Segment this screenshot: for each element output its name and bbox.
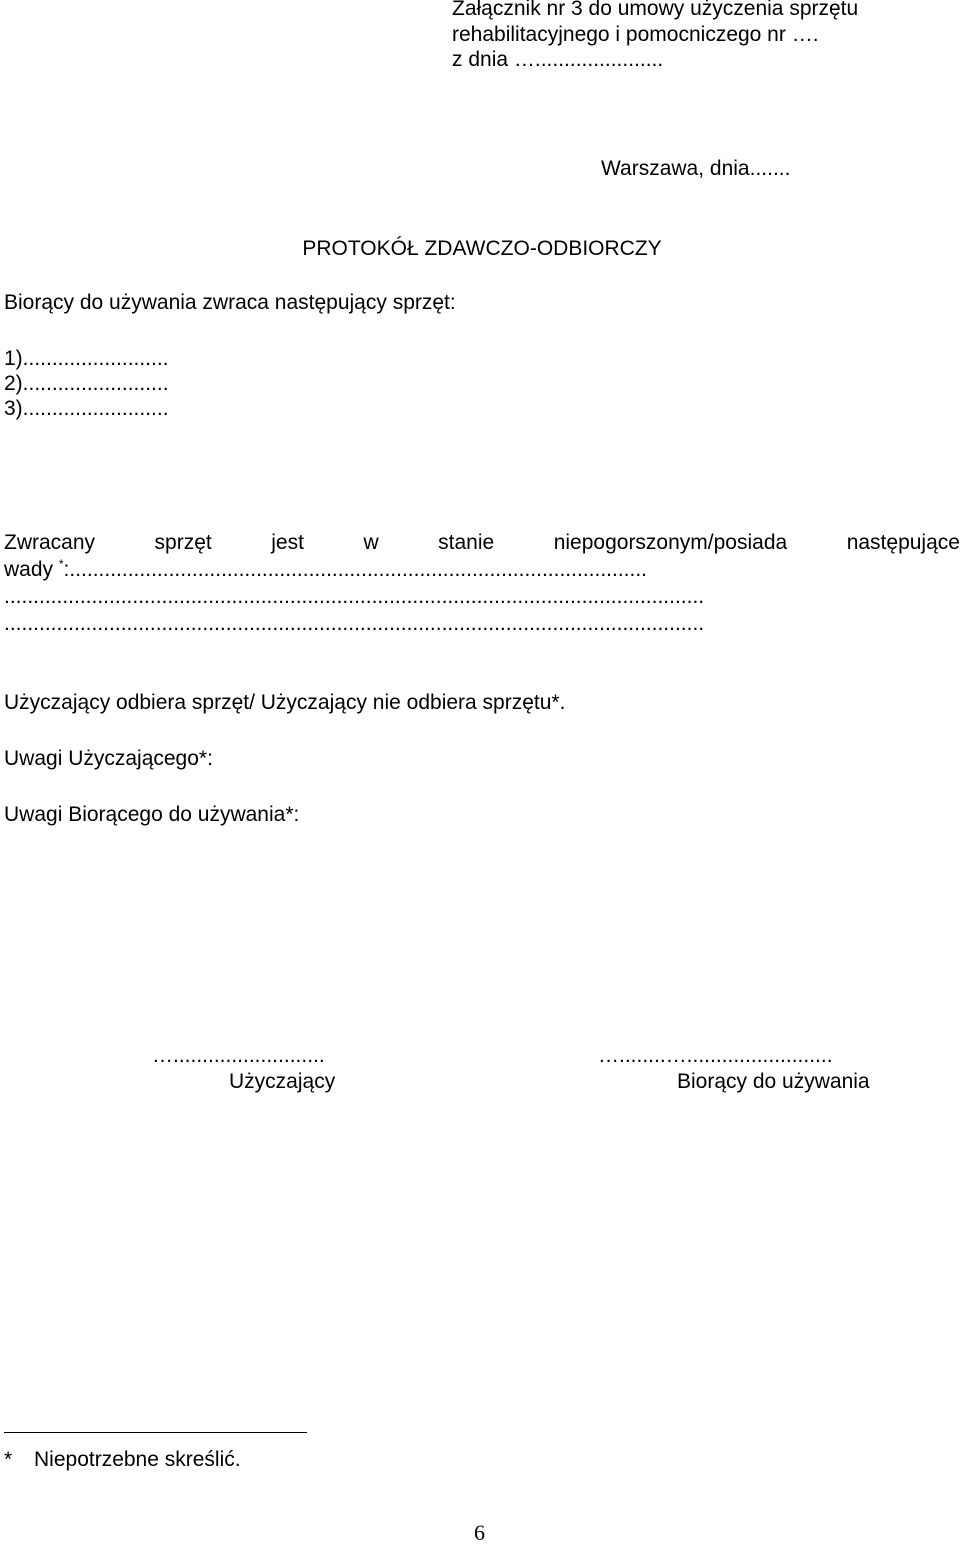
defects-dots-line-2: ........................................................................................................................ [4, 585, 705, 608]
condition-word: stanie [438, 531, 495, 554]
defects-label: wady [4, 558, 54, 581]
condition-word: jest [271, 531, 304, 554]
footnote [4, 1447, 241, 1472]
annex-line-2: rehabilitacyjnego i pomocniczego nr …. [452, 22, 819, 46]
list-item: 3)......................... [4, 397, 169, 420]
page-number: 6 [474, 1520, 485, 1545]
list-item: 1)......................... [4, 347, 169, 370]
return-statement: Użyczający odbiera sprzęt/ Użyczający nie odbiera sprzętu*. [4, 691, 566, 714]
list-item: 2)......................... [4, 372, 169, 395]
intro-text: Biorący do używania zwraca następujący sprzęt: [4, 291, 456, 314]
annex-header [452, 0, 858, 73]
footnote-mark: * [4, 1448, 13, 1471]
condition-word: sprzęt [154, 531, 212, 554]
document-title: PROTOKÓŁ ZDAWCZO-ODBIORCZY [302, 237, 662, 260]
borrower-signature-line: …........…......................... [598, 1044, 833, 1067]
lender-signature-label: Użyczający [229, 1070, 336, 1093]
condition-word: w [363, 531, 379, 554]
place-date: Warszawa, dnia....... [601, 157, 791, 180]
lender-remarks-label: Uwagi Użyczającego*: [4, 747, 213, 770]
footnote-text: Niepotrzebne skreślić. [34, 1448, 241, 1471]
footnote-marker: * [58, 557, 64, 571]
condition-word: niepogorszonym/posiada [553, 531, 788, 554]
annex-line-1: Załącznik nr 3 do umowy użyczenia sprzętu [452, 0, 859, 20]
footnote-divider [4, 1432, 307, 1433]
lender-signature-line: ….......................... [152, 1044, 325, 1067]
equipment-list [4, 346, 169, 421]
defects-dots: :................................................................................................... [63, 558, 647, 581]
borrower-signature-label: Biorący do używania [677, 1070, 870, 1093]
borrower-remarks-label: Uwagi Biorącego do używania*: [4, 803, 300, 826]
annex-line-3: z dnia …...................... [452, 48, 664, 71]
defects-line [4, 557, 647, 582]
condition-statement [4, 530, 960, 555]
condition-word: następujące [846, 531, 960, 554]
condition-word: Zwracany [4, 531, 96, 554]
defects-dots-line-3: ........................................................................................................................ [4, 612, 705, 635]
